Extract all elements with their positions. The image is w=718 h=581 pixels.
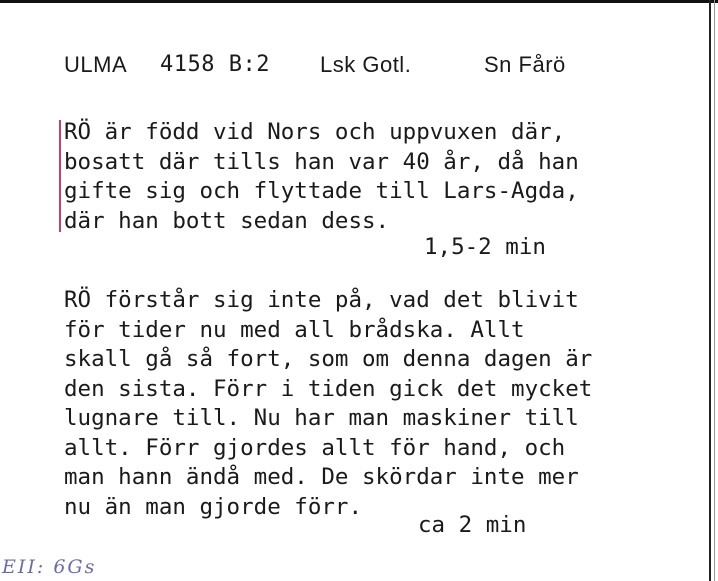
region-label: Lsk Gotl. bbox=[320, 52, 412, 77]
archive-code: ULMA bbox=[64, 52, 128, 77]
card-top-border bbox=[0, 0, 718, 3]
paragraph-2 bbox=[64, 286, 592, 522]
duration-2: ca 2 min bbox=[418, 512, 527, 538]
text-line: allt. Förr gjordes allt för hand, och bbox=[64, 434, 566, 461]
text-line: den sista. Förr i tiden gick det mycket bbox=[64, 375, 593, 402]
text-line: nu än man gjorde förr. bbox=[64, 493, 363, 520]
text-line: RÖ är född vid Nors och uppvuxen där, bbox=[64, 119, 566, 145]
text-line: för tider nu med all brådska. Allt bbox=[64, 316, 525, 343]
text-line: RÖ förstår sig inte på, vad det blivit bbox=[64, 287, 579, 313]
paragraph-1 bbox=[64, 118, 579, 236]
text-line: bosatt där tills han var 40 år, då han bbox=[64, 148, 579, 175]
card-right-edge bbox=[709, 0, 711, 581]
text-line: lugnare till. Nu har man maskiner till bbox=[64, 405, 579, 431]
text-line: där han bott sedan dess. bbox=[64, 207, 390, 234]
margin-marker bbox=[59, 120, 61, 232]
parish-label: Sn Fårö bbox=[484, 52, 566, 77]
card-right-edge-shadow bbox=[714, 0, 715, 581]
duration-1: 1,5-2 min bbox=[424, 234, 546, 260]
text-line: gifte sig och flyttade till Lars-Agda, bbox=[64, 178, 579, 204]
handwritten-note: EII: 6Gs bbox=[2, 556, 97, 578]
text-line: skall gå så fort, som om denna dagen är bbox=[64, 346, 593, 372]
record-number: 4158 B:2 bbox=[160, 52, 270, 77]
text-line: man hann ändå med. De skördar inte mer bbox=[64, 464, 579, 490]
